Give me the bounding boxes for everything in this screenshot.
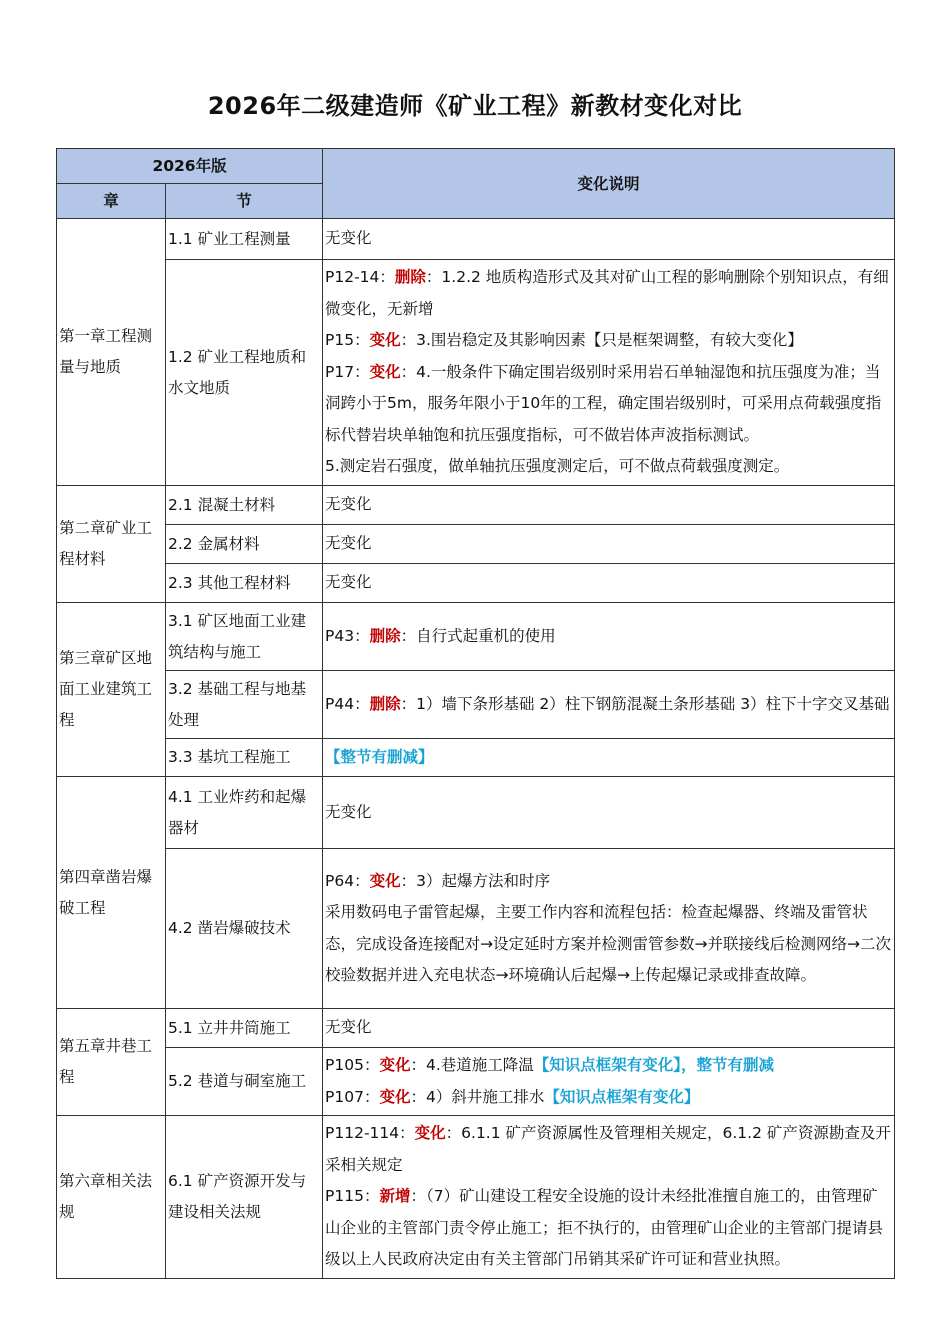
desc-cell (323, 260, 895, 486)
section-cell: 5.2 巷道与硐室施工 (166, 1048, 323, 1116)
change-text: ：（7）矿山建设工程安全设施的设计未经批准擅自施工的，由管理矿山企业的主管部门责令停止施工；拒不执行的，由管理矿山企业的主管部门提请县级以上人民政府决定由有关主管部门吊销其采矿许可证和营业执照。 (325, 1187, 884, 1269)
change-text: ：1.2.2 地质构造形式及其对矿山工程的影响删除个别知识点，有细微变化，无新增 (325, 268, 889, 318)
page-ref: P15： (325, 331, 370, 350)
page-ref: P44： (325, 694, 370, 713)
section-cell: 2.3 其他工程材料 (166, 564, 323, 603)
page-ref: P107： (325, 1087, 380, 1106)
desc-cell: 无变化 (323, 525, 895, 564)
chapter-cell: 第一章工程测量与地质 (57, 219, 166, 486)
page-ref: P12-14： (325, 268, 395, 287)
section-cell: 4.2 凿岩爆破技术 (166, 849, 323, 1009)
change-tag: 变化 (379, 1056, 411, 1074)
page-ref: P112-114： (325, 1124, 415, 1143)
section-cell: 3.3 基坑工程施工 (166, 739, 323, 777)
chapter-cell: 第三章矿区地面工业建筑工程 (57, 603, 166, 777)
change-tag: 变化 (379, 1087, 411, 1106)
section-cell: 2.2 金属材料 (166, 525, 323, 564)
page-ref: P17： (325, 362, 370, 381)
change-text: ：自行式起重机的使用 (400, 626, 556, 645)
desc-cell: 无变化 (323, 486, 895, 525)
comparison-table (56, 148, 895, 1279)
chapter-header: 章 (57, 184, 166, 219)
section-cell: 5.1 立井井筒施工 (166, 1009, 323, 1048)
desc-cell (323, 1048, 895, 1116)
desc-cell: 无变化 (323, 777, 895, 849)
edition-header: 2026年版 (57, 149, 323, 184)
section-cell: 3.2 基础工程与地基处理 (166, 671, 323, 739)
change-tag: 删除 (369, 626, 401, 645)
page-ref: P43： (325, 626, 370, 645)
change-tag: 变化 (369, 362, 401, 381)
change-note: 【整节有删减】 (325, 747, 434, 766)
section-header: 节 (166, 184, 323, 219)
change-text: ：1）墙下条形基础 2）柱下钢筋混凝土条形基础 3）柱下十字交叉基础 (400, 694, 890, 713)
page-title: 2026年二级建造师《矿业工程》新教材变化对比 (207, 92, 743, 120)
page-ref: P64： (325, 871, 370, 890)
change-tag: 删除 (369, 694, 401, 713)
page-ref: P115： (325, 1187, 380, 1206)
desc-cell: 无变化 (323, 219, 895, 260)
section-cell: 1.1 矿业工程测量 (166, 219, 323, 260)
chapter-cell: 第四章凿岩爆破工程 (57, 777, 166, 1009)
change-text: 5.测定岩石强度，做单轴抗压强度测定后，可不做点荷载强度测定。 (325, 457, 790, 476)
chapter-cell: 第二章矿业工程材料 (57, 486, 166, 603)
change-tag: 新增 (379, 1187, 411, 1206)
change-tag: 删除 (394, 268, 426, 287)
chapter-cell: 第六章相关法规 (57, 1116, 166, 1279)
section-cell: 6.1 矿产资源开发与建设相关法规 (166, 1116, 323, 1279)
section-cell: 3.1 矿区地面工业建筑结构与施工 (166, 603, 323, 671)
page-ref: P105： (325, 1056, 380, 1074)
desc-cell (323, 671, 895, 739)
change-tag: 变化 (414, 1124, 446, 1143)
change-text: ：4）斜井施工排水 (410, 1087, 545, 1106)
desc-cell (323, 849, 895, 1009)
change-text: ：6.1.1 矿产资源属性及管理相关规定，6.1.2 矿产资源勘查及开采相关规定 (325, 1124, 891, 1174)
desc-header: 变化说明 (323, 149, 895, 219)
desc-cell (323, 603, 895, 671)
change-tag: 变化 (369, 871, 401, 890)
change-note: 【知识点框架有变化】，整节有删减 (533, 1056, 775, 1074)
change-text: ：4.巷道施工降温 (410, 1056, 534, 1074)
section-cell: 4.1 工业炸药和起爆器材 (166, 777, 323, 849)
change-text: ：3）起爆方法和时序 (400, 871, 550, 890)
change-text: 采用数码电子雷管起爆，主要工作内容和流程包括：检查起爆器、终端及雷管状态，完成设备连接配对→设定延时方案并检测雷管参数→并联接线后检测网络→二次校验数据并进入充电状态→环境确认后起爆→上传起爆记录或排查故障。 (325, 903, 891, 984)
change-text: ：4.一般条件下确定围岩级别时采用岩石单轴湿饱和抗压强度为准；当洞跨小于5m，服务年限小于10年的工程，确定围岩级别时，可采用点荷载强度指标代替岩块单轴饱和抗压强度指标，可不做岩体声波指标测试。 (325, 362, 882, 444)
section-cell: 2.1 混凝土材料 (166, 486, 323, 525)
desc-cell: 无变化 (323, 1009, 895, 1048)
change-text: ：3.围岩稳定及其影响因素【只是框架调整，有较大变化】 (400, 331, 803, 350)
desc-cell (323, 739, 895, 777)
change-tag: 变化 (369, 331, 401, 350)
change-note: 【知识点框架有变化】 (544, 1087, 700, 1106)
chapter-cell: 第五章井巷工程 (57, 1009, 166, 1116)
section-cell: 1.2 矿业工程地质和水文地质 (166, 260, 323, 486)
desc-cell (323, 1116, 895, 1279)
desc-cell: 无变化 (323, 564, 895, 603)
